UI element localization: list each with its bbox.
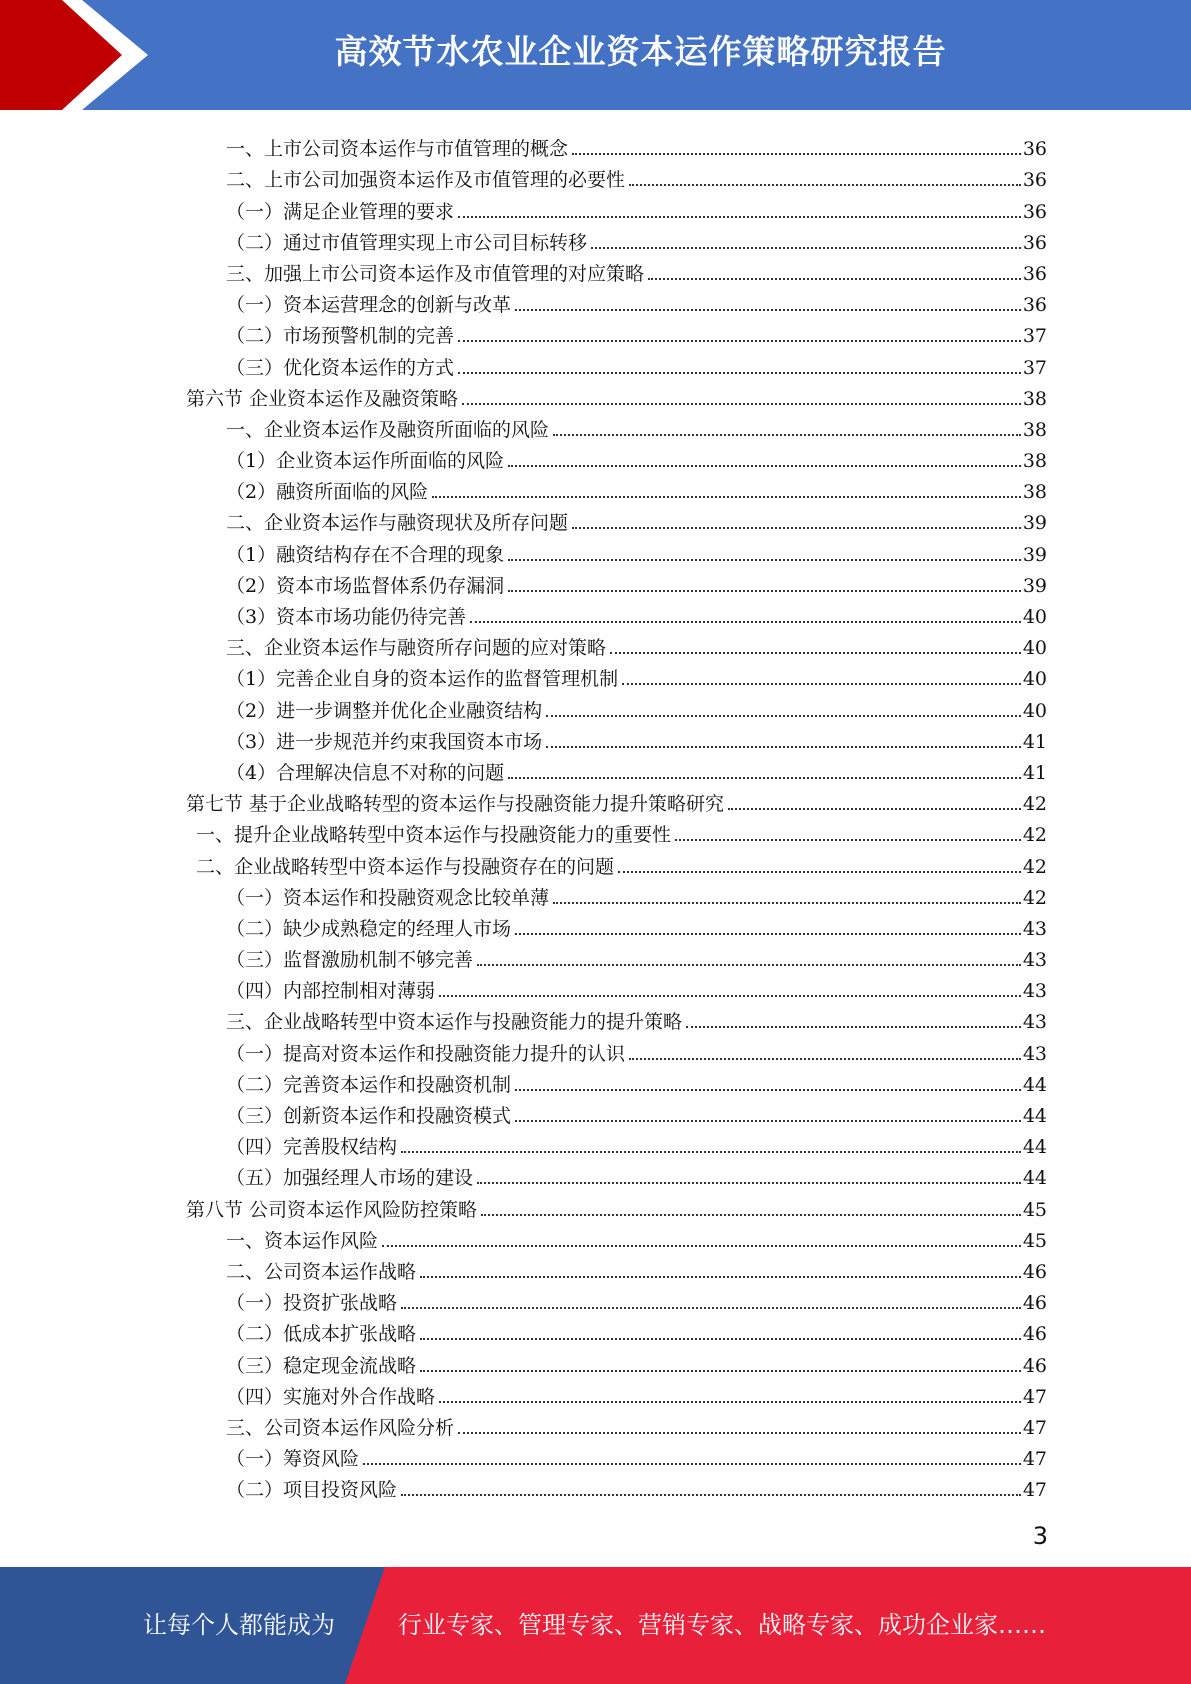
toc-entry-page: 43 <box>1022 1011 1047 1034</box>
toc-entry[interactable] <box>0 1282 1191 1313</box>
toc-entry-title: 二、公司资本运作战略 <box>226 1260 417 1283</box>
toc-dot-leader <box>401 1494 1021 1496</box>
toc-dot-leader <box>508 590 1021 592</box>
toc-entry-title: （3）资本市场功能仍待完善 <box>226 606 467 628</box>
toc-entry-title: （二）完善资本运作和投融资机制 <box>226 1073 512 1096</box>
toc-entry-page: 47 <box>1022 1479 1047 1502</box>
toc-entry-title: （二）低成本扩张战略 <box>226 1323 417 1346</box>
toc-entry-page: 36 <box>1022 262 1047 285</box>
toc-entry-title: 一、资本运作风险 <box>226 1229 379 1252</box>
toc-entry-page: 36 <box>1022 294 1047 317</box>
toc-dot-leader <box>515 1120 1021 1122</box>
toc-entry-title: 二、企业战略转型中资本运作与投融资存在的问题 <box>196 855 615 878</box>
toc-entry-title: 第七节 基于企业战略转型的资本运作与投融资能力提升策略研究 <box>186 793 725 816</box>
toc-entry-page: 40 <box>1022 699 1047 722</box>
toc-entry[interactable] <box>0 159 1191 190</box>
toc-entry-page: 38 <box>1022 481 1047 504</box>
toc-entry[interactable] <box>0 1188 1191 1219</box>
toc-entry-page: 46 <box>1022 1260 1047 1283</box>
toc-entry-title: 第八节 公司资本运作风险防控策略 <box>186 1198 478 1221</box>
toc-entry-page: 36 <box>1022 200 1047 223</box>
toc-entry[interactable] <box>0 1469 1191 1500</box>
toc-entry[interactable] <box>0 752 1191 783</box>
toc-dot-leader <box>675 839 1021 841</box>
toc-dot-leader <box>508 465 1021 467</box>
toc-entry[interactable] <box>0 814 1191 845</box>
toc-dot-leader <box>439 995 1021 997</box>
toc-entry-title: 第六节 企业资本运作及融资策略 <box>186 387 459 410</box>
toc-entry[interactable] <box>0 689 1191 720</box>
toc-entry-title: （一）资本运营理念的创新与改革 <box>226 294 512 317</box>
toc-entry[interactable] <box>0 1157 1191 1188</box>
toc-entry-title: （二）缺少成熟稳定的经理人市场 <box>226 917 512 940</box>
toc-entry-title: （一）投资扩张战略 <box>226 1292 398 1315</box>
toc-entry-title: 二、上市公司加强资本运作及市值管理的必要性 <box>226 169 626 192</box>
toc-entry[interactable] <box>0 1064 1191 1095</box>
toc-entry-title: （3）进一步规范并约束我国资本市场 <box>226 730 543 753</box>
toc-entry[interactable] <box>0 1407 1191 1438</box>
toc-entry[interactable] <box>0 939 1191 970</box>
toc-entry-title: （一）提高对资本运作和投融资能力提升的认识 <box>226 1042 626 1065</box>
toc-entry[interactable] <box>0 128 1191 159</box>
toc-entry-page: 44 <box>1022 1136 1047 1159</box>
toc-dot-leader <box>629 1058 1021 1060</box>
toc-entry-title: （三）优化资本运作的方式 <box>226 356 455 379</box>
toc-entry-title: 三、公司资本运作风险分析 <box>226 1416 455 1439</box>
toc-entry[interactable] <box>0 877 1191 908</box>
footer-slogan-right: 行业专家、管理专家、营销专家、战略专家、成功企业家…… <box>398 1611 1046 1639</box>
toc-entry[interactable] <box>0 533 1191 564</box>
toc-dot-leader <box>686 1026 1021 1028</box>
toc-entry[interactable] <box>0 284 1191 315</box>
toc-entry-title: 二、企业资本运作与融资现状及所存问题 <box>226 512 569 535</box>
toc-entry-page: 42 <box>1022 855 1047 878</box>
toc-entry-title: 三、企业资本运作与融资所存问题的应对策略 <box>226 637 607 660</box>
toc-entry[interactable] <box>0 970 1191 1001</box>
toc-entry-title: （四）实施对外合作战略 <box>226 1385 436 1408</box>
toc-dot-leader <box>401 1151 1021 1153</box>
toc-entry-title: 一、企业资本运作及融资所面临的风险 <box>226 418 550 441</box>
toc-dot-leader <box>728 808 1021 810</box>
toc-entry-page: 45 <box>1022 1229 1047 1252</box>
toc-entry[interactable] <box>0 346 1191 377</box>
toc-entry-page: 46 <box>1022 1354 1047 1377</box>
toc-entry-title: （二）项目投资风险 <box>226 1479 398 1502</box>
toc-entry-page: 44 <box>1022 1167 1047 1190</box>
toc-dot-leader <box>401 1307 1021 1309</box>
toc-entry-title: 三、企业战略转型中资本运作与投融资能力的提升策略 <box>226 1011 683 1034</box>
toc-dot-leader <box>508 777 1021 779</box>
table-of-contents <box>0 128 1191 1500</box>
toc-entry[interactable] <box>0 378 1191 409</box>
toc-dot-leader <box>648 278 1021 280</box>
toc-entry[interactable] <box>0 1313 1191 1344</box>
toc-dot-leader <box>458 372 1021 374</box>
toc-dot-leader <box>420 1276 1021 1278</box>
toc-entry[interactable] <box>0 1001 1191 1032</box>
toc-entry-page: 39 <box>1022 574 1047 597</box>
toc-entry[interactable] <box>0 190 1191 221</box>
toc-dot-leader <box>432 496 1021 498</box>
page-footer <box>0 1567 1191 1684</box>
toc-dot-leader <box>515 1089 1021 1091</box>
toc-entry-title: （五）加强经理人市场的建设 <box>226 1167 474 1190</box>
toc-dot-leader <box>629 184 1021 186</box>
toc-entry[interactable] <box>0 502 1191 533</box>
toc-entry[interactable] <box>0 1344 1191 1375</box>
page-number: 3 <box>1032 1522 1048 1550</box>
toc-entry[interactable] <box>0 658 1191 689</box>
toc-entry[interactable] <box>0 1220 1191 1251</box>
toc-dot-leader <box>477 1182 1021 1184</box>
toc-entry-title: （1）融资结构存在不合理的现象 <box>226 543 505 566</box>
toc-entry-page: 44 <box>1022 1105 1047 1127</box>
toc-entry-page: 40 <box>1022 637 1047 660</box>
toc-dot-leader <box>420 1338 1021 1340</box>
toc-entry-title: （一）资本运作和投融资观念比较单薄 <box>226 886 550 909</box>
toc-entry-title: （4）合理解决信息不对称的问题 <box>226 761 505 784</box>
toc-entry[interactable] <box>0 1251 1191 1282</box>
toc-entry-title: 一、提升企业战略转型中资本运作与投融资能力的重要性 <box>196 824 672 847</box>
toc-entry-title: （1）企业资本运作所面临的风险 <box>226 450 505 473</box>
toc-entry-page: 38 <box>1022 450 1047 473</box>
toc-entry-title: 一、上市公司资本运作与市值管理的概念 <box>226 138 569 161</box>
toc-entry-page: 43 <box>1022 917 1047 940</box>
toc-entry[interactable] <box>0 409 1191 440</box>
toc-entry[interactable] <box>0 908 1191 939</box>
toc-entry-title: （二）市场预警机制的完善 <box>226 325 455 348</box>
toc-dot-leader <box>470 621 1021 623</box>
toc-entry-page: 37 <box>1022 356 1047 379</box>
toc-entry-title: （四）完善股权结构 <box>226 1136 398 1159</box>
toc-entry-page: 47 <box>1022 1448 1047 1471</box>
toc-entry[interactable] <box>0 721 1191 752</box>
toc-entry[interactable] <box>0 315 1191 346</box>
toc-dot-leader <box>420 1370 1021 1372</box>
toc-entry-page: 41 <box>1022 730 1047 753</box>
toc-entry[interactable] <box>0 783 1191 814</box>
toc-entry[interactable] <box>0 596 1191 627</box>
toc-entry[interactable] <box>0 627 1191 658</box>
toc-dot-leader <box>515 309 1021 311</box>
toc-dot-leader <box>458 216 1021 218</box>
toc-dot-leader <box>481 1214 1021 1216</box>
toc-entry-page: 36 <box>1022 231 1047 254</box>
toc-dot-leader <box>462 403 1021 405</box>
toc-entry-page: 45 <box>1022 1198 1047 1221</box>
toc-entry[interactable] <box>0 1095 1191 1126</box>
toc-entry-title: （2）进一步调整并优化企业融资结构 <box>226 699 543 722</box>
toc-dot-leader <box>610 652 1021 654</box>
document-title: 高效节水农业企业资本运作策略研究报告 <box>334 32 947 71</box>
toc-entry-page: 47 <box>1022 1416 1047 1439</box>
toc-entry[interactable] <box>0 1126 1191 1157</box>
toc-dot-leader <box>477 964 1021 966</box>
toc-entry-page: 36 <box>1022 138 1047 161</box>
toc-entry-title: （1）完善企业自身的资本运作的监督管理机制 <box>226 668 619 691</box>
toc-entry-title: （2）资本市场监督体系仍存漏洞 <box>226 574 505 597</box>
toc-entry-title: （一）筹资风险 <box>226 1448 360 1471</box>
toc-entry-page: 46 <box>1022 1292 1047 1315</box>
toc-dot-leader <box>439 1401 1021 1403</box>
toc-dot-leader <box>572 153 1021 155</box>
toc-entry-page: 40 <box>1022 668 1047 691</box>
toc-entry-page: 36 <box>1022 169 1047 192</box>
toc-dot-leader <box>458 340 1021 342</box>
toc-entry[interactable] <box>0 222 1191 253</box>
toc-entry[interactable] <box>0 845 1191 876</box>
header-red-arrow <box>0 0 122 110</box>
toc-dot-leader <box>363 1463 1021 1465</box>
toc-entry[interactable] <box>0 1032 1191 1063</box>
toc-entry-title: （二）通过市值管理实现上市公司目标转移 <box>226 231 588 254</box>
toc-entry-page: 42 <box>1022 886 1047 909</box>
toc-entry-title: （四）内部控制相对薄弱 <box>226 980 436 1003</box>
toc-entry-title: （三）创新资本运作和投融资模式 <box>226 1105 512 1127</box>
toc-dot-leader <box>546 746 1021 748</box>
toc-entry-page: 47 <box>1022 1385 1047 1408</box>
toc-entry[interactable] <box>0 565 1191 596</box>
toc-entry-title: （一）满足企业管理的要求 <box>226 200 455 223</box>
toc-dot-leader <box>546 715 1021 717</box>
page-header <box>0 0 1191 110</box>
toc-entry[interactable] <box>0 440 1191 471</box>
toc-entry-title: 三、加强上市公司资本运作及市值管理的对应策略 <box>226 262 645 285</box>
toc-entry-title: （三）稳定现金流战略 <box>226 1354 417 1377</box>
toc-entry[interactable] <box>0 1376 1191 1407</box>
toc-entry[interactable] <box>0 253 1191 284</box>
toc-dot-leader <box>508 559 1021 561</box>
toc-entry-title: （三）监督激励机制不够完善 <box>226 949 474 972</box>
toc-entry-page: 42 <box>1022 793 1047 816</box>
toc-dot-leader <box>591 247 1021 249</box>
toc-entry-page: 38 <box>1022 387 1047 410</box>
toc-entry-page: 43 <box>1022 1042 1047 1065</box>
toc-dot-leader <box>515 933 1021 935</box>
toc-entry-page: 37 <box>1022 325 1047 348</box>
toc-dot-leader <box>572 527 1021 529</box>
toc-entry-page: 39 <box>1022 512 1047 535</box>
toc-entry-page: 39 <box>1022 543 1047 566</box>
toc-entry-page: 46 <box>1022 1323 1047 1346</box>
toc-entry[interactable] <box>0 1438 1191 1469</box>
toc-entry-page: 41 <box>1022 761 1047 784</box>
toc-dot-leader <box>618 871 1021 873</box>
toc-entry-page: 43 <box>1022 949 1047 972</box>
toc-dot-leader <box>382 1245 1021 1247</box>
toc-entry-page: 42 <box>1022 824 1047 847</box>
toc-dot-leader <box>553 902 1021 904</box>
toc-entry-title: （2）融资所面临的风险 <box>226 481 429 504</box>
toc-entry-page: 38 <box>1022 418 1047 441</box>
toc-dot-leader <box>458 1432 1021 1434</box>
toc-entry-page: 40 <box>1022 606 1047 628</box>
toc-dot-leader <box>553 434 1021 436</box>
toc-entry[interactable] <box>0 471 1191 502</box>
footer-slogan-left: 让每个人都能成为 <box>143 1611 335 1639</box>
toc-entry-page: 44 <box>1022 1073 1047 1096</box>
toc-dot-leader <box>622 683 1021 685</box>
toc-entry-page: 43 <box>1022 980 1047 1003</box>
